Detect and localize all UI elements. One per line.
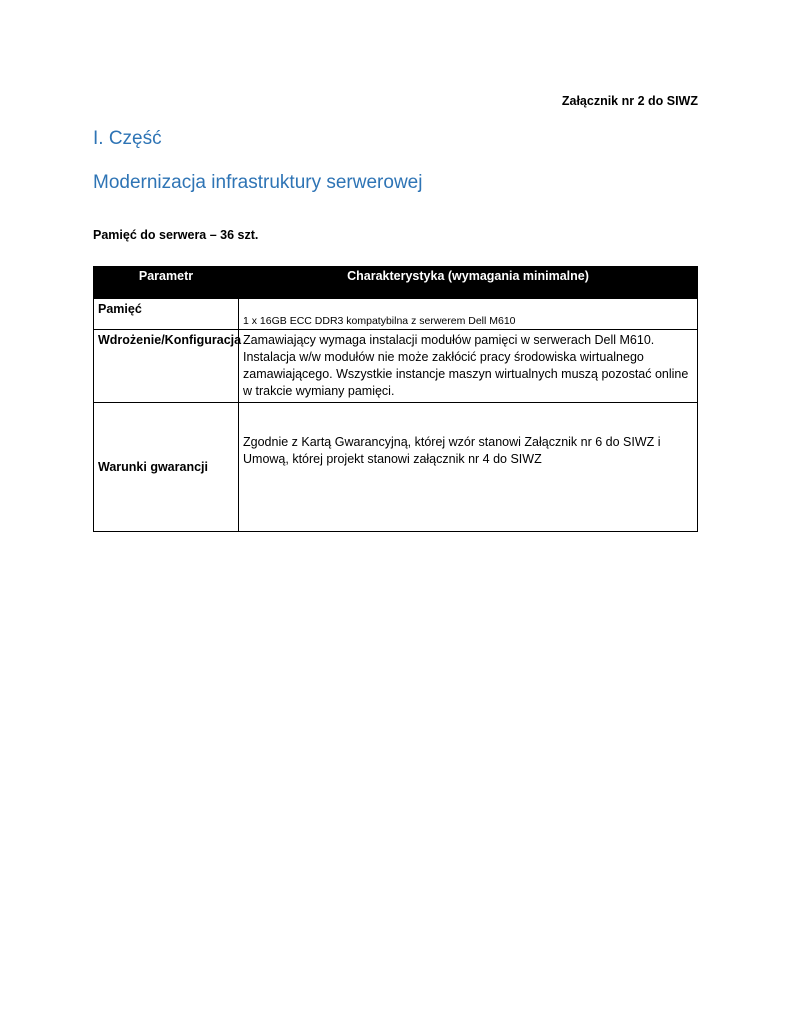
table-header-row	[94, 267, 698, 299]
table-row	[94, 403, 698, 532]
column-header-parameter: Parametr	[94, 267, 239, 299]
value-cell-deployment: Zamawiający wymaga instalacji modułów pamięci w serwerach Dell M610. Instalacja w/w modułów nie może zakłócić pracy środowiska wirtualnego zamawiającego. Wszystkie instancje maszyn wirtualnych muszą pozostać online w trakcie wymiany pamięci.	[239, 330, 698, 403]
specification-table	[93, 266, 698, 532]
part-heading: I. Część	[93, 128, 162, 149]
param-cell-warranty: Warunki gwarancji	[94, 403, 239, 532]
param-cell-deployment: Wdrożenie/Konfiguracja	[94, 330, 239, 403]
param-cell-memory: Pamięć	[94, 299, 239, 330]
item-subtitle: Pamięć do serwera – 36 szt.	[93, 228, 259, 242]
section-title: Modernizacja infrastruktury serwerowej	[93, 172, 423, 193]
table-row	[94, 299, 698, 330]
value-cell-warranty: Zgodnie z Kartą Gwarancyjną, której wzór stanowi Załącznik nr 6 do SIWZ i Umową, której projekt stanowi załącznik nr 4 do SIWZ	[239, 403, 698, 532]
table-row	[94, 330, 698, 403]
attachment-label: Załącznik nr 2 do SIWZ	[561, 94, 698, 108]
value-cell-memory: 1 x 16GB ECC DDR3 kompatybilna z serwerem Dell M610	[239, 299, 698, 330]
column-header-characteristics: Charakterystyka (wymagania minimalne)	[239, 267, 698, 299]
